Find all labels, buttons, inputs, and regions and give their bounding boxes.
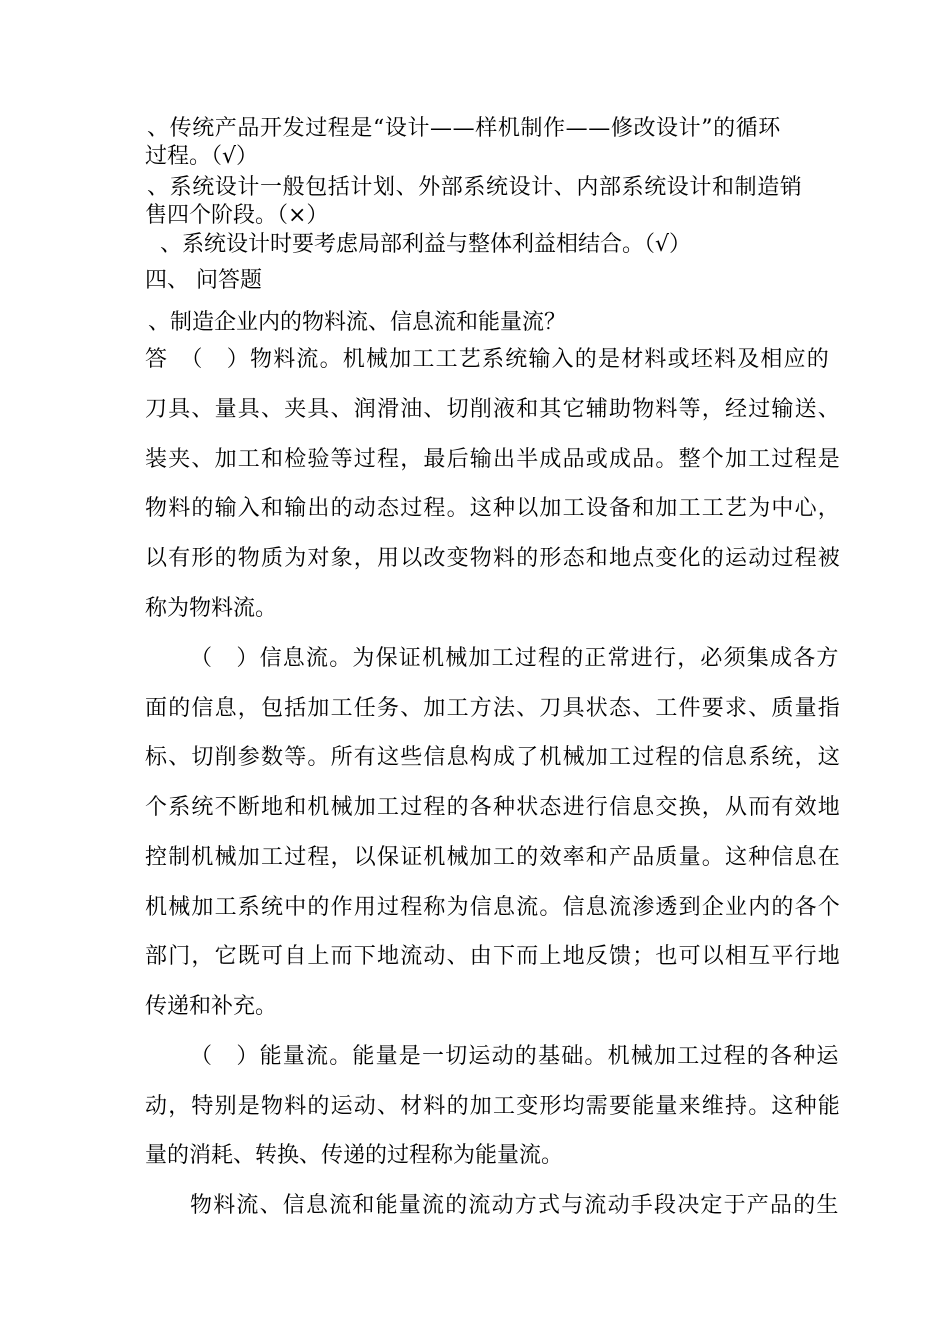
answer-p1-line-5: 以有形的物质为对象，用以改变物料的形态和地点变化的运动过程被 — [145, 546, 842, 571]
answer-p4-line-1: 物料流、信息流和能量流的流动方式与流动手段决定于产品的生 — [190, 1193, 840, 1218]
answer-p2-line-3: 标、切削参数等。所有这些信息构成了机械加工过程的信息系统，这 — [145, 745, 842, 770]
answer-p1-line-6: 称为物料流。 — [145, 596, 278, 621]
question: 、制造企业内的物料流、信息流和能量流？ — [148, 310, 567, 335]
judgment-item-1-line-1: 、传统产品开发过程是“设计——样机制作——修改设计”的循环 — [147, 116, 781, 141]
answer-p2-line-5: 控制机械加工过程，以保证机械加工的效率和产品质量。这种信息在 — [145, 845, 842, 870]
answer-p3-line-2: 动，特别是物料的运动、材料的加工变形均需要能量来维持。这种能 — [145, 1094, 842, 1119]
judgment-item-2-line-2: 售四个阶段。（×） — [145, 203, 329, 228]
answer-p1-line-3: 装夹、加工和检验等过程，最后输出半成品或成品。整个加工过程是 — [145, 447, 842, 472]
answer-p2-line-1: （ ）信息流。为保证机械加工过程的正常进行，必须集成各方 — [190, 646, 840, 671]
section-heading: 四、 问答题 — [145, 268, 262, 293]
judgment-item-2-line-1: 、系统设计一般包括计划、外部系统设计、内部系统设计和制造销 — [147, 175, 803, 200]
answer-p1-line-1: 答 （ ）物料流。机械加工工艺系统输入的是材料或坯料及相应的 — [145, 347, 831, 372]
answer-p2-line-2: 面的信息，包括加工任务、加工方法、刀具状态、工件要求、质量指 — [145, 696, 842, 721]
answer-p3-line-3: 量的消耗、转换、传递的过程称为能量流。 — [145, 1143, 564, 1168]
answer-p2-line-6: 机械加工系统中的作用过程称为信息流。信息流渗透到企业内的各个 — [145, 895, 842, 920]
answer-p2-line-8: 传递和补充。 — [145, 994, 278, 1019]
judgment-item-3-line-1: 、系统设计时要考虑局部利益与整体利益相结合。（√） — [160, 232, 692, 257]
answer-p1-line-4: 物料的输入和输出的动态过程。这种以加工设备和加工工艺为中心， — [145, 496, 842, 521]
judgment-item-1-line-2: 过程。（√） — [145, 144, 259, 169]
answer-p3-line-1: （ ）能量流。能量是一切运动的基础。机械加工过程的各种运 — [190, 1044, 840, 1069]
answer-p1-line-2: 刀具、量具、夹具、润滑油、切削液和其它辅助物料等，经过输送、 — [145, 397, 842, 422]
answer-p2-line-7: 部门，它既可自上而下地流动、由下而上地反馈；也可以相互平行地 — [145, 944, 842, 969]
answer-p2-line-4: 个系统不断地和机械加工过程的各种状态进行信息交换，从而有效地 — [145, 795, 842, 820]
